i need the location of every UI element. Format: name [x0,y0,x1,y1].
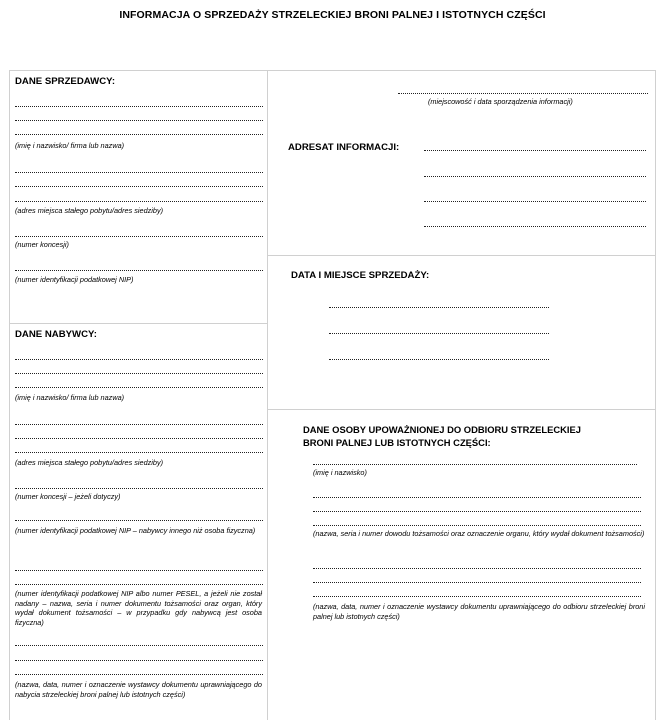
buyer-permit-field[interactable] [15,674,263,675]
buyer-id-caption: (numer identyfikacji podatkowej NIP albo numer PESEL, a jeżeli nie został nadany – nazwa, seria i numer dokumentu tożsamości oraz organ, który wydał dokument tożsamości – w przypadku gdy nabywcą jest osoba fizyczna) [15,589,262,627]
buyer-id-field[interactable] [15,570,263,571]
addressee-field[interactable] [424,176,646,177]
buyer-heading: DANE NABYWCY: [15,329,97,340]
buyer-nip-field[interactable] [15,520,263,521]
sale-field[interactable] [329,333,549,334]
addressee-field[interactable] [424,150,646,151]
buyer-name-field[interactable] [15,373,263,374]
place-date-caption: (miejscowość i data sporządzenia informacji) [428,97,573,106]
right-section-divider-1 [267,255,655,256]
authorized-id-caption: (nazwa, seria i numer dowodu tożsamości oraz oznaczenie organu, który wydał dokument tożsamości) [313,529,645,538]
authorized-name-field[interactable] [313,464,637,465]
buyer-name-caption: (imię i nazwisko/ firma lub nazwa) [15,393,125,402]
buyer-license-field[interactable] [15,488,263,489]
seller-name-field[interactable] [15,134,263,135]
buyer-address-field[interactable] [15,424,263,425]
sale-field[interactable] [329,359,549,360]
buyer-permit-field[interactable] [15,660,263,661]
authorized-heading: DANE OSOBY UPOWAŻNIONEJ DO ODBIORU STRZELECKIEJ BRONI PALNEJ LUB ISTOTNYCH CZĘŚCI: [303,424,581,448]
form-center-divider [267,70,268,720]
seller-name-caption: (imię i nazwisko/ firma lub nazwa) [15,141,125,150]
seller-nip-caption: (numer identyfikacji podatkowej NIP) [15,275,134,284]
addressee-field[interactable] [424,226,646,227]
authorized-doc-field[interactable] [313,582,641,583]
form-title: INFORMACJA O SPRZEDAŻY STRZELECKIEJ BRONI PALNEJ I ISTOTNYCH CZĘŚCI [119,9,546,21]
seller-address-field[interactable] [15,172,263,173]
seller-address-caption: (adres miejsca stałego pobytu/adres siedziby) [15,206,164,215]
seller-name-field[interactable] [15,106,263,107]
seller-license-caption: (numer koncesji) [15,240,69,249]
buyer-address-field[interactable] [15,452,263,453]
buyer-id-field[interactable] [15,584,263,585]
authorized-id-field[interactable] [313,525,641,526]
form-right-border [655,70,656,720]
seller-name-field[interactable] [15,120,263,121]
buyer-address-caption: (adres miejsca stałego pobytu/adres siedziby) [15,458,164,467]
authorized-doc-field[interactable] [313,596,641,597]
buyer-name-field[interactable] [15,387,263,388]
sale-field[interactable] [329,307,549,308]
buyer-permit-caption: (nazwa, data, numer i oznaczenie wystawcy dokumentu uprawniającego do nabycia strzeleckiej broni palnej lub istotnych części) [15,680,262,699]
form-left-border [9,70,10,720]
seller-license-field[interactable] [15,236,263,237]
authorized-doc-caption: (nazwa, data, numer i oznaczenie wystawcy dokumentu uprawniającego do odbioru strzeleckiej broni palnej lub istotnych części) [313,602,645,621]
buyer-name-field[interactable] [15,359,263,360]
buyer-address-field[interactable] [15,438,263,439]
addressee-heading: ADRESAT INFORMACJI: [288,142,400,153]
buyer-nip-caption: (numer identyfikacji podatkowej NIP – nabywcy innego niż osoba fizyczna) [15,526,256,535]
form-top-border [9,70,655,71]
seller-address-field[interactable] [15,186,263,187]
addressee-field[interactable] [424,201,646,202]
place-date-field[interactable] [398,93,648,94]
seller-heading: DANE SPRZEDAWCY: [15,76,116,87]
authorized-id-field[interactable] [313,497,641,498]
buyer-license-caption: (numer koncesji – jeżeli dotyczy) [15,492,121,501]
right-section-divider-2 [267,409,655,410]
authorized-name-caption: (imię i nazwisko) [313,468,367,477]
seller-nip-field[interactable] [15,270,263,271]
seller-address-field[interactable] [15,201,263,202]
left-section-divider [9,323,267,324]
authorized-doc-field[interactable] [313,568,641,569]
sale-heading: DATA I MIEJSCE SPRZEDAŻY: [291,270,430,281]
buyer-permit-field[interactable] [15,645,263,646]
authorized-id-field[interactable] [313,511,641,512]
